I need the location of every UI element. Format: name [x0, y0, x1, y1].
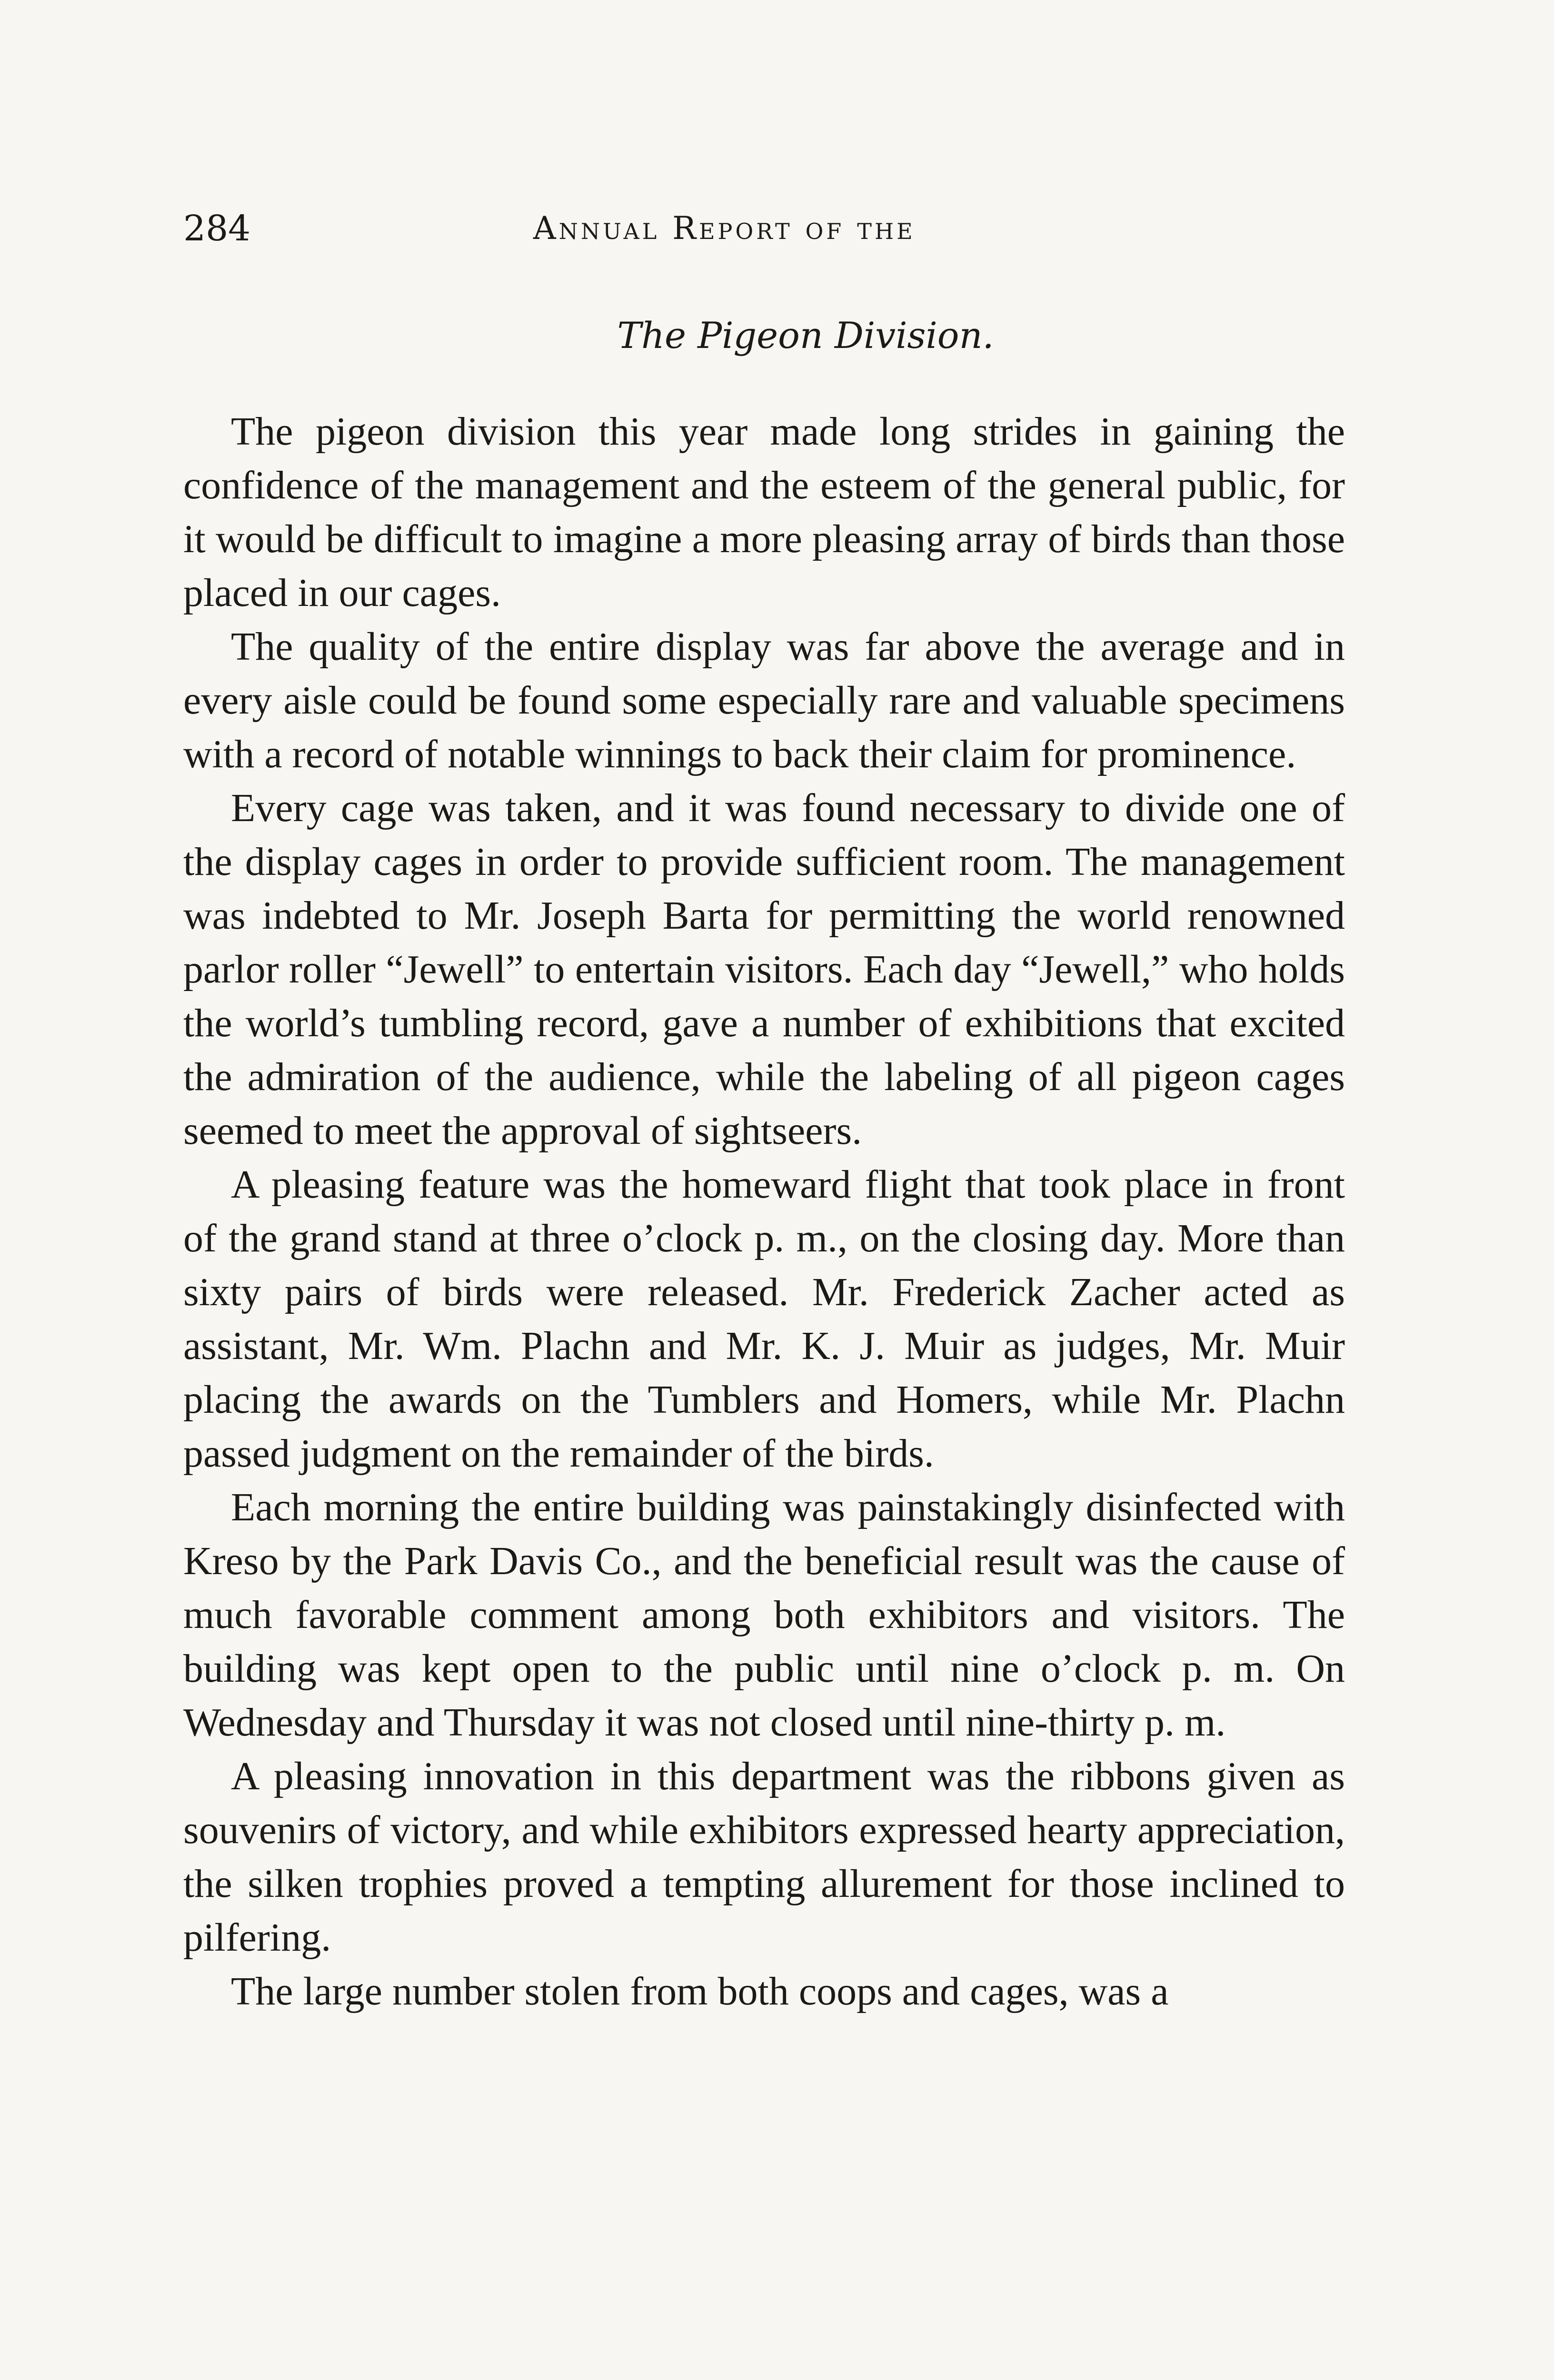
paragraph: The large number stolen from both coops and cages, was a — [231, 1969, 1169, 2013]
section-title: The Pigeon Division. — [617, 314, 994, 357]
paragraph: The pigeon division this year made long strides in gaining the confidence of the management and the esteem of the general public, for it would be difficult to imagine a more pleasing array of birds than those placed in our cages. — [183, 409, 1345, 615]
running-head: Annual Report of the — [533, 210, 916, 247]
paragraph: The quality of the entire display was far above the average and in every aisle could be found some especially rare and valuable specimens with a record of notable winnings to back their claim for prominence. — [183, 625, 1345, 776]
paragraph: A pleasing feature was the homeward flight that took place in front of the grand stand at three o’clock p. m., on the closing day. More than sixty pairs of birds were released. Mr. Frederick Zacher acted as assistant, Mr. Wm. Plachn and Mr. K. J. Muir as judges, Mr. Muir placing the awards on the Tumblers and Homers, while Mr. Plachn passed judgment on the remainder of the birds. — [183, 1162, 1345, 1476]
page-number: 284 — [183, 208, 251, 249]
paragraph: Each morning the entire building was painstakingly disinfected with Kreso by the Park Davis Co., and the beneficial result was the cause of much favorable comment among both exhibitors and visitors. The building was kept open to the public until nine o’clock p. m. On Wednesday and Thursday it was not closed until nine-thirty p. m. — [183, 1485, 1345, 1745]
paragraph: A pleasing innovation in this department was the ribbons given as souvenirs of victory, and while exhibitors expressed hearty appreciation, the silken trophies proved a tempting allurement for those inclined to pilfering. — [183, 1754, 1345, 1960]
body-text — [183, 405, 1345, 2018]
page-header — [183, 202, 1345, 255]
paragraph: Every cage was taken, and it was found necessary to divide one of the display cages in order to provide sufficient room. The management was indebted to Mr. Joseph Barta for permitting the world renowned parlor roller “Jewell” to entertain visitors. Each day “Jewell,” who holds the world’s tumbling record, gave a number of exhibitions that excited the admiration of the audience, while the labeling of all pigeon cages seemed to meet the approval of sightseers. — [183, 786, 1345, 1153]
